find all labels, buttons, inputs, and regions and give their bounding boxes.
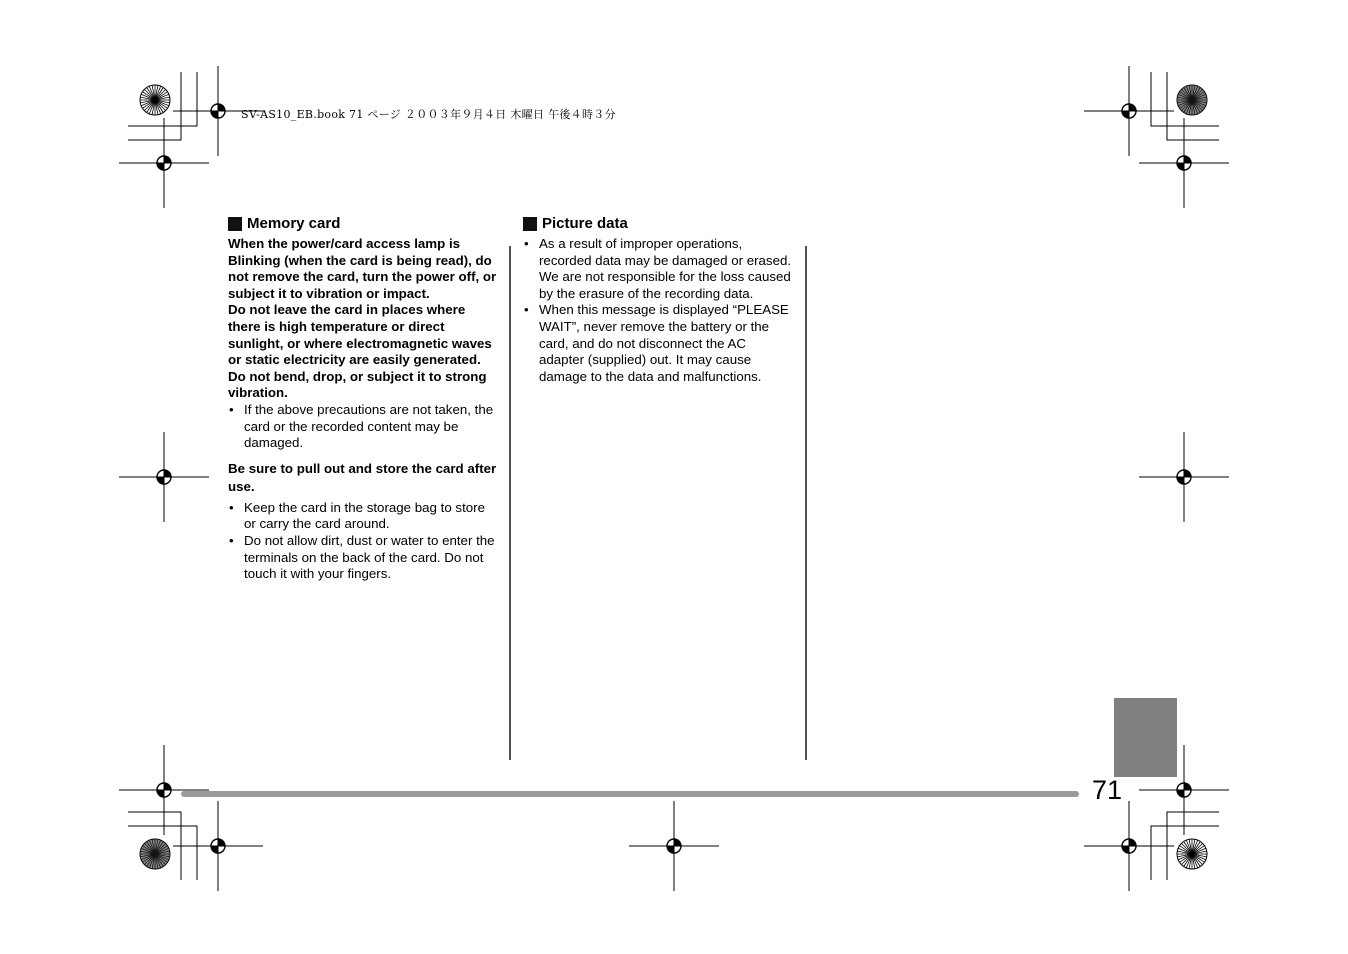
- precaution-list: [228, 402, 498, 452]
- square-bullet-icon: [523, 217, 537, 231]
- list-item: • Keep the card in the storage bag to store or carry the card around.: [228, 500, 498, 533]
- storage-conditions-warning: Do not leave the card in places where there is high temperature or direct sunlight, or where electromagnetic waves or static electricity are easily generated. Do not bend, drop, or subject it to strong vibration.: [228, 302, 492, 401]
- memory-card-section: [228, 214, 498, 583]
- picture-data-section: [523, 214, 793, 385]
- list-item: • Do not allow dirt, dust or water to enter the terminals on the back of the card. Do not touch it with your fingers.: [228, 533, 498, 583]
- footer-bar: [181, 791, 1079, 797]
- memory-card-title: Memory card: [247, 215, 341, 232]
- print-file-header: SV-AS10_EB.book 71 ページ ２００３年９月４日 木曜日 午後４時３分: [241, 108, 616, 121]
- column-divider: [805, 246, 807, 760]
- picture-data-list: [523, 236, 793, 385]
- access-lamp-warning: When the power/card access lamp is Blinking (when the card is being read), do not remove the card, turn the power off, or subject it to vibration or impact.: [228, 236, 497, 301]
- picture-data-heading: [523, 214, 793, 234]
- section-tab: [1114, 698, 1177, 777]
- memory-card-heading: [228, 214, 498, 234]
- list-item: • When this message is displayed “PLEASE WAIT”, never remove the battery or the card, and do not disconnect the AC adapter (supplied) out. It may cause damage to the data and malfunctions.: [523, 302, 793, 385]
- square-bullet-icon: [228, 217, 242, 231]
- storage-list: [228, 500, 498, 583]
- list-item: • As a result of improper operations, recorded data may be damaged or erased. We are not responsible for the loss caused by the erasure of the recording data.: [523, 236, 793, 302]
- storage-heading: Be sure to pull out and store the card after use.: [228, 460, 497, 494]
- picture-data-title: Picture data: [542, 215, 628, 232]
- column-divider: [509, 246, 511, 760]
- page-number: 71: [1092, 775, 1123, 805]
- list-item: • If the above precautions are not taken, the card or the recorded content may be damaged.: [228, 402, 498, 452]
